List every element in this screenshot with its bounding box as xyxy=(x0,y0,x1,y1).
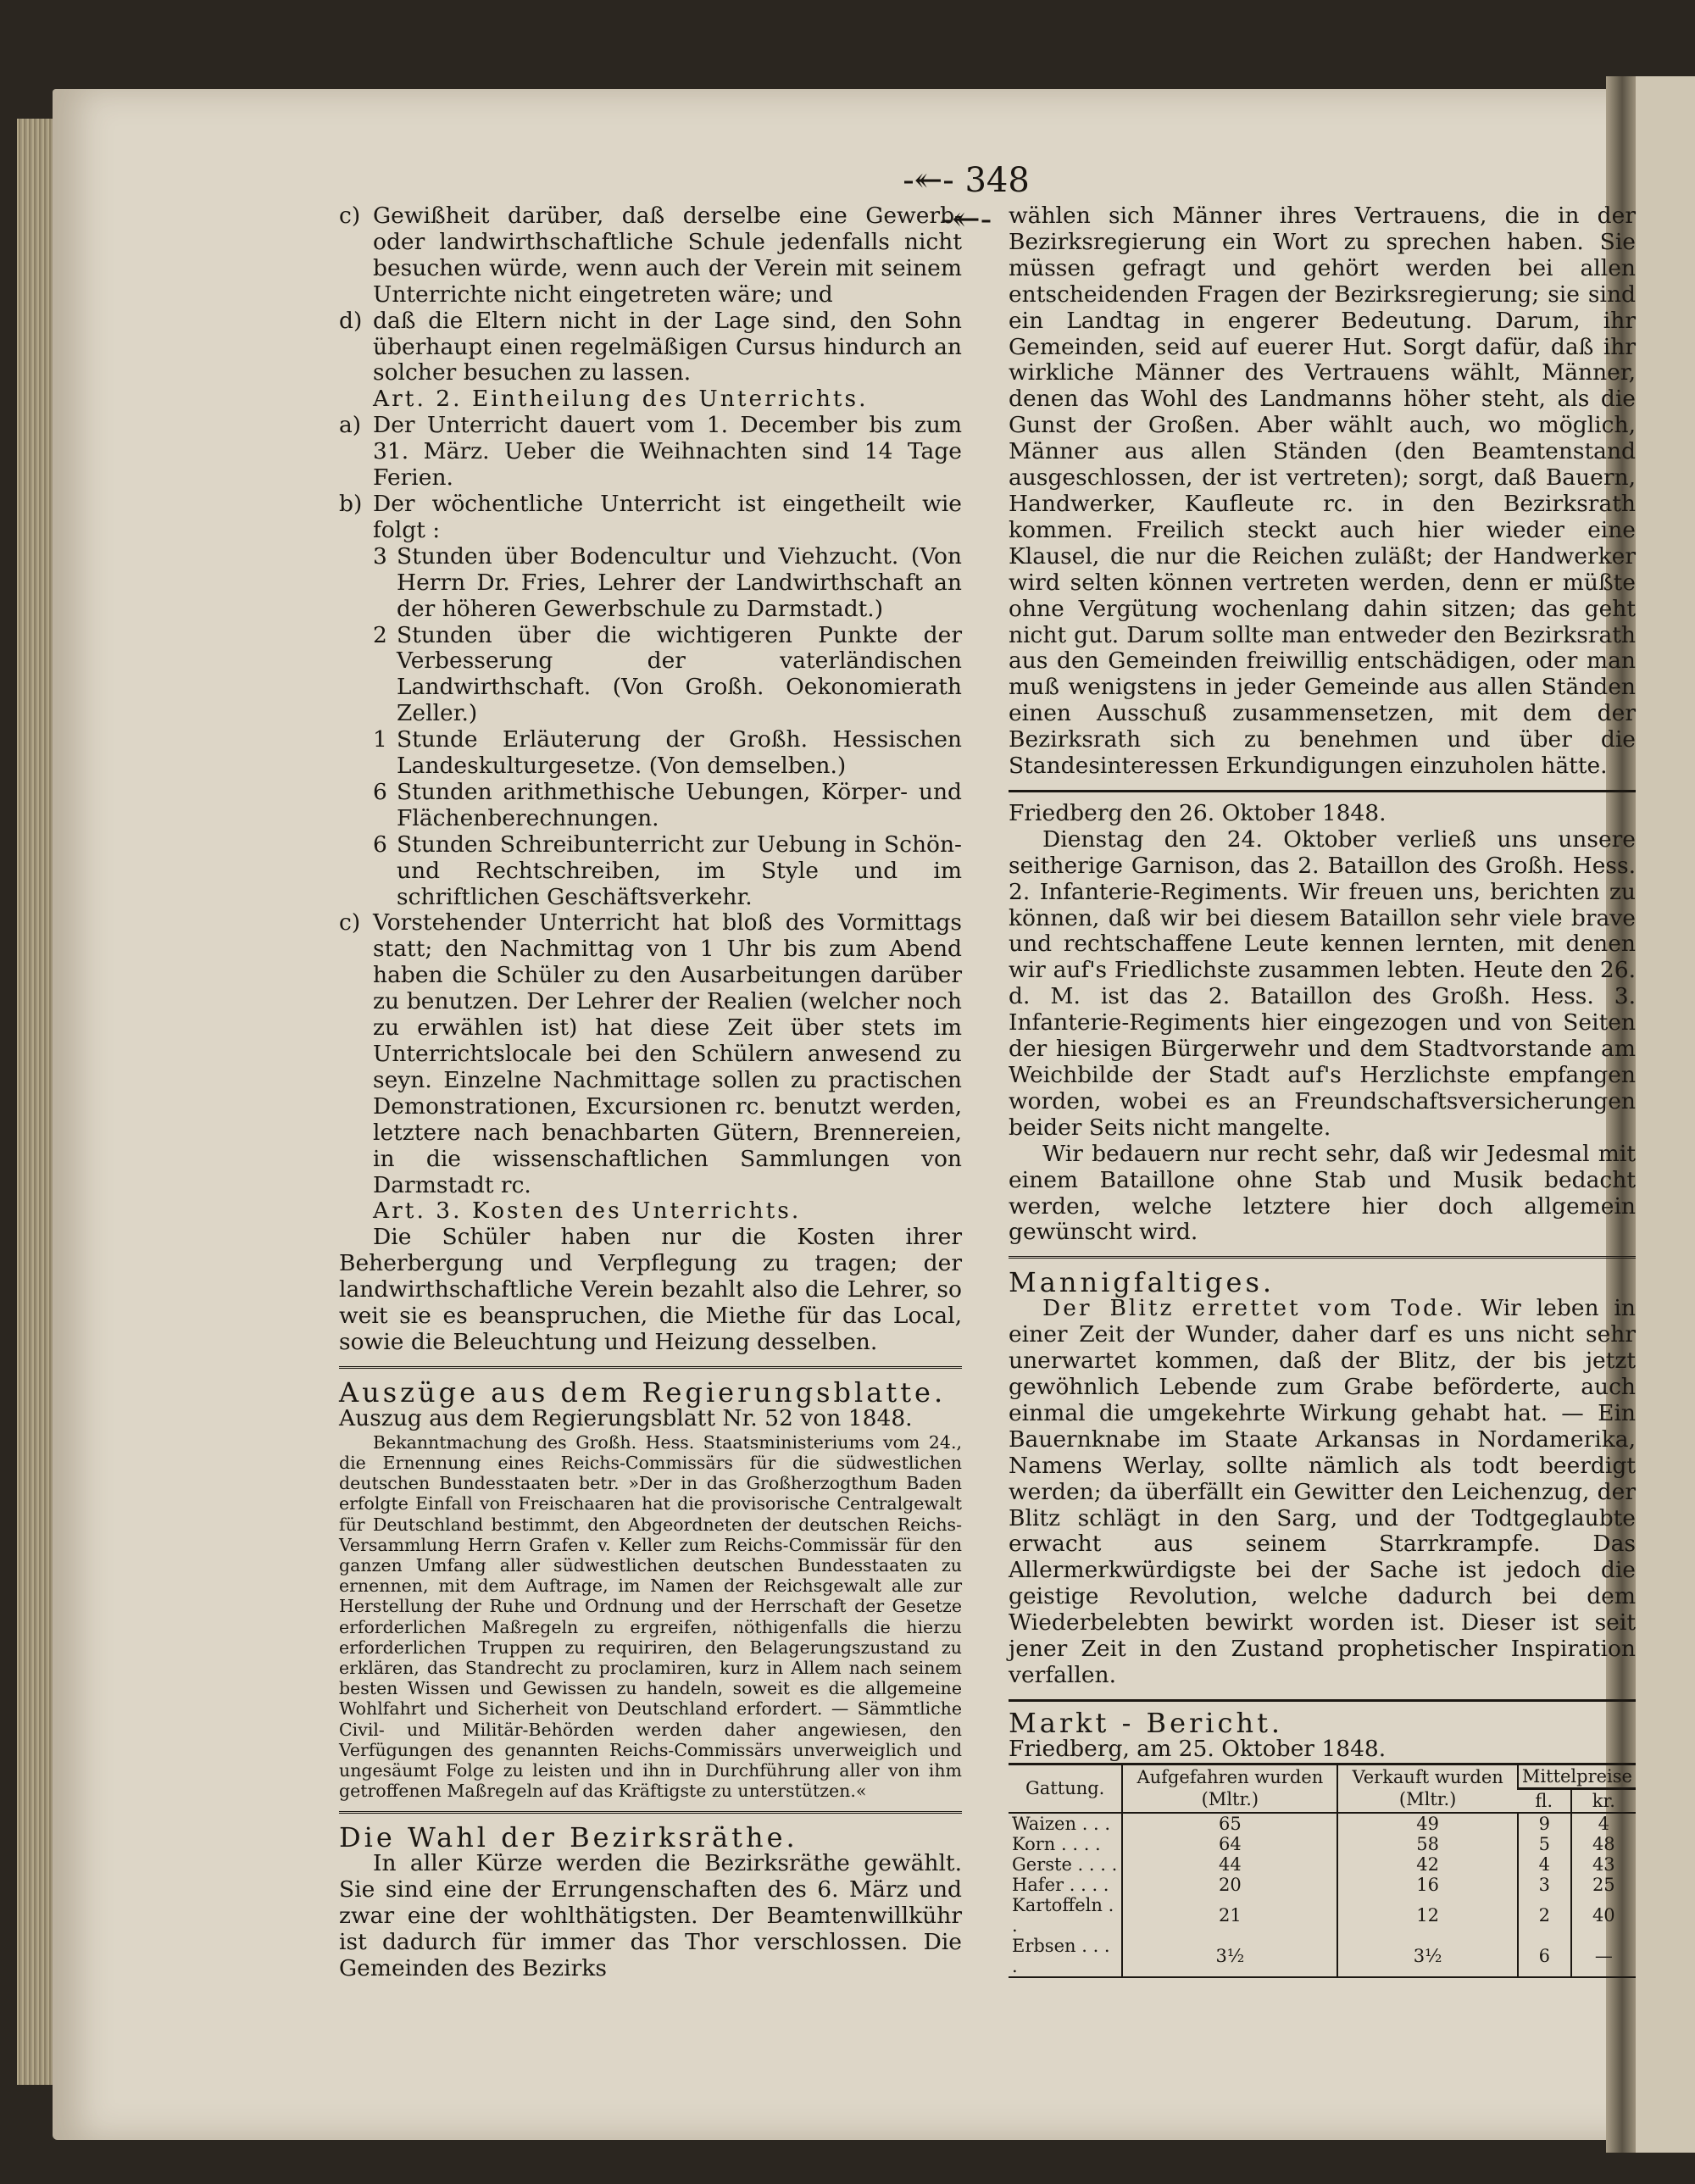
item-lead: Der Blitz errettet vom Tode. xyxy=(1042,1295,1466,1322)
article-text: Wir bedauern nur recht sehr, daß wir Jedesmal mit einem Bataillone ohne Stab und Musik bedacht werden, welche letztere hier doch allgemein gewünscht wird. xyxy=(1009,1140,1636,1246)
table-row: Gerste . . . . 44 42 4 43 xyxy=(1009,1854,1636,1875)
section-heading: Die Wahl der Bezirksräthe. xyxy=(339,1821,798,1854)
ornament-left-icon: -↞- xyxy=(903,161,954,200)
page-number-text: 348 xyxy=(964,161,1030,200)
right-column xyxy=(1009,203,1636,1978)
list-item: d) daß die Eltern nicht in der Lage sind, den Sohn überhaupt einen regelmäßigen Cursus hindurch an solcher besuchen zu lassen. xyxy=(339,307,962,386)
decree-text: Bekanntmachung des Großh. Hess. Staatsministeriums vom 24., die Ernennung eines Reichs-Commissärs für die südwestlichen deutschen Bundesstaaten betr. »Der in das Großherzogthum Baden erfolgte Einfall von Freischaaren hat die provisorische Centralgewalt für Deutschland bestimmt, den Abgeordneten der deutschen Reichs-Versammlung Herrn Grafen v. Keller zum Reichs-Commissär für den ganzen Umfang aller südwestlichen deutschen Bundesstaaten zu ernennen, mit dem Auftrage, im Namen der Reichsgewalt alle zur Herstellung der Ruhe und Ordnung und der Herrschaft der Gesetze erforderlichen Maßregeln zu ergreifen, nöthigenfalls die hierzu erforderlichen Truppen zu requiriren, den Belagerungszustand zu erklären, das Standrecht zu proclamiren, kurz in Allem nach seinem besten Wissen und Gewissen zu handeln, soweit es die allgemeine Wohlfahrt und Sicherheit von Deutschland erfordert. — Sämmtliche Civil- und Militär-Behörden werden daher angewiesen, den Verfügungen des genannten Reichs-Commissärs unverweiglich und ungesäumt Folge zu leisten und ihn in Durchführung aller von ihm getroffenen Maßregeln auf das Kräftigste zu unterstützen.« xyxy=(339,1431,962,1802)
dateline: Friedberg den 26. Oktober 1848. xyxy=(1009,799,1387,826)
col-header-aufgefahren: Aufgefahren wurden (Mltr.) xyxy=(1122,1764,1337,1813)
section-subheading: Friedberg, am 25. Oktober 1848. xyxy=(1009,1735,1387,1762)
divider xyxy=(1009,1256,1636,1261)
list-item: c) Gewißheit darüber, daß derselbe eine Gewerb- oder landwirthschaftliche Schule jedenfalls nicht besuchen würde, wenn auch der Verein mit seinem Unterrichte nicht eingetreten wäre; und xyxy=(339,203,962,308)
article-heading: Art. 3. Kosten des Unterrichts. xyxy=(373,1198,802,1225)
divider xyxy=(339,1811,962,1816)
article-text: Wir leben in einer Zeit der Wunder, daher darf es uns nicht sehr unerwartet kommen, daß der Blitz, der bis jetzt gewöhnlich Lebende zum Grabe beförderte, auch einmal die umgekehrte Wirkung gehabt hat. — Ein Bauernknabe im Staate Arkansas in Nordamerika, Namens Werlay, sollte nämlich als todt beerdigt werden; da überfällt ein Gewitter den Leichenzug, der Blitz schlägt in den Sarg, und der Todtgeglaubte erwacht aus seinem Starrkrampfe. Das Allermerkwürdigste bei der Sache ist jedoch die geistige Revolution, welche dadurch bei dem Wiederbelebten bewirkt worden ist. Dieser ist seit jener Zeit in den Zustand prophetischer Inspiration verfallen. xyxy=(1009,1295,1636,1688)
section-subheading: Auszug aus dem Regierungsblatt Nr. 52 von 1848. xyxy=(339,1404,913,1431)
schedule-item: 2 Stunden über die wichtigeren Punkte der Verbesserung der vaterländischen Landwirthschaft. (Von Großh. Oekonomierath Zeller.) xyxy=(373,621,962,727)
col-header-gattung: Gattung. xyxy=(1025,1778,1105,1799)
schedule-item: 6 Stunden arithmethische Uebungen, Körper- und Flächenberechnungen. xyxy=(373,778,962,831)
table-row: Korn . . . . 64 58 5 48 xyxy=(1009,1834,1636,1854)
schedule-item: 1 Stunde Erläuterung der Großh. Hessischen Landeskulturgesetze. (Von demselben.) xyxy=(373,726,962,780)
next-page-edge xyxy=(1636,76,1695,2153)
article-text: In aller Kürze werden die Bezirksräthe gewählt. Sie sind eine der Errungenschaften des 6. März und zwar eine der wohlthätigsten. Der Beamtenwillkühr ist dadurch für immer das Thor verschlossen. Die Gemeinden des Bezirks xyxy=(339,1850,962,1981)
schedule-item: 3 Stunden über Bodencultur und Viehzucht. (Von Herrn Dr. Fries, Lehrer der Landwirthschaft an der höheren Gewerbschule zu Darmstadt.) xyxy=(373,542,962,622)
article-text: Die Schüler haben nur die Kosten ihrer Beherbergung und Verpflegung zu tragen; der landwirthschaftliche Verein bezahlt also die Lehrer, so weit sie es beanspruchen, die Miethe für das Local, sowie die Beleuchtung und Heizung desselben. xyxy=(339,1224,962,1355)
table-row: Waizen . . . 65 49 9 4 xyxy=(1009,1813,1636,1834)
section-heading: Markt - Bericht. xyxy=(1009,1706,1284,1739)
section-heading: Auszüge aus dem Regierungsblatte. xyxy=(339,1375,947,1409)
section-heading: Mannigfaltiges. xyxy=(1009,1266,1275,1299)
col-header-kr: kr. xyxy=(1571,1788,1636,1813)
table-row: Kartoffeln . . 21 12 2 40 xyxy=(1009,1895,1636,1936)
market-table xyxy=(1009,1763,1636,1978)
article-text: wählen sich Männer ihres Vertrauens, die in der Bezirksregierung ein Wort zu sprechen haben. Sie müssen gefragt und gehört werden bei allen entscheidenden Fragen der Bezirksregierung; sie sind ein Landtag in engerer Bedeutung. Darum, ihr Gemeinden, seid auf euerer Hut. Sorgt dafür, daß ihr wirkliche Männer des Vertrauens wählt, Männer, denen das Wohl des Landmanns höher steht, als die Gunst der Großen. Aber wählt auch, wo möglich, Männer aus allen Ständen (den Beamtenstand ausgeschlossen, der ist vertreten); sorgt, daß Bauern, Handwerker, Kaufleute rc. in den Bezirksrath kommen. Freilich steckt auch hier wieder eine Klausel, die nur die Reichen zuläßt; der Handwerker wird selten können vertreten werden, denn er müßte ohne Vergütung wochenlang dahin sitzen; das geht nicht gut. Darum sollte man entweder den Bezirksrath aus den Gemeinden freiwillig entschädigen, oder man muß wenigstens in jeder Gemeinde aus allen Ständen einen Ausschuß zusammensetzen, mit dem der Bezirksrath sich zu benehmen und über die Standesinteressen Erkundigungen einzuholen hätte. xyxy=(1009,203,1636,780)
col-header-mittelpreise: Mittelpreise xyxy=(1518,1764,1636,1788)
col-header-verkauft: Verkauft wurden (Mltr.) xyxy=(1337,1764,1518,1813)
article-text: Dienstag den 24. Oktober verließ uns unsere seitherige Garnison, das 2. Bataillon des Großh. Hess. 2. Infanterie-Regiments. Wir freuen uns, berichten zu können, daß wir bei diesem Bataillon sehr viele brave und rechtschaffene Leute kennen lernten, mit denen wir auf's Friedlichste zusammen lebten. Heute den 26. d. M. ist das 2. Bataillon des Großh. Hess. 3. Infanterie-Regiments hier eingezogen und von Seiten der hiesigen Bürgerwehr und dem Stadtvorstande am Weichbilde der Stadt auf's Herzlichste empfangen worden, wobei es an Freundschaftsversicherungen beider Seits nicht mangelte. xyxy=(1009,825,1636,1141)
table-header-row xyxy=(1009,1764,1636,1788)
article-heading: Art. 2. Eintheilung des Unterrichts. xyxy=(373,386,869,413)
table-row: Erbsen . . . . 3½ 3½ 6 — xyxy=(1009,1936,1636,1977)
list-item: b) Der wöchentliche Unterricht ist eingetheilt wie folgt : xyxy=(339,490,962,543)
list-item: a) Der Unterricht dauert vom 1. December bis zum 31. März. Ueber die Weihnachten sind 14 Tage Ferien. xyxy=(339,412,962,492)
table-row: Hafer . . . . 20 16 3 25 xyxy=(1009,1875,1636,1895)
left-column xyxy=(339,203,962,1982)
ornament-right-icon: -↞- xyxy=(940,200,992,239)
schedule-item: 6 Stunden Schreibunterricht zur Uebung in Schön- und Rechtschreiben, im Style und im schriftlichen Geschäftsverkehr. xyxy=(373,831,962,910)
list-item: c) Vorstehender Unterricht hat bloß des Vormittags statt; den Nachmittag von 1 Uhr bis zum Abend haben die Schüler zu den Ausarbeitungen darüber zu benutzen. Der Lehrer der Realien (welcher noch zu erwählen ist) hat diese Zeit über stets im Unterrichtslocale bei den Schülern anwesend zu seyn. Einzelne Nachmittage sollen zu practischen Demonstrationen, Excursionen rc. benutzt werden, letztere nach benachbarten Gütern, Brennereien, in die wissenschaftlichen Sammlungen von Darmstadt rc. xyxy=(339,909,962,1198)
divider xyxy=(1009,790,1636,792)
divider xyxy=(1009,1699,1636,1702)
col-header-fl: fl. xyxy=(1535,1790,1553,1811)
divider xyxy=(339,1366,962,1371)
